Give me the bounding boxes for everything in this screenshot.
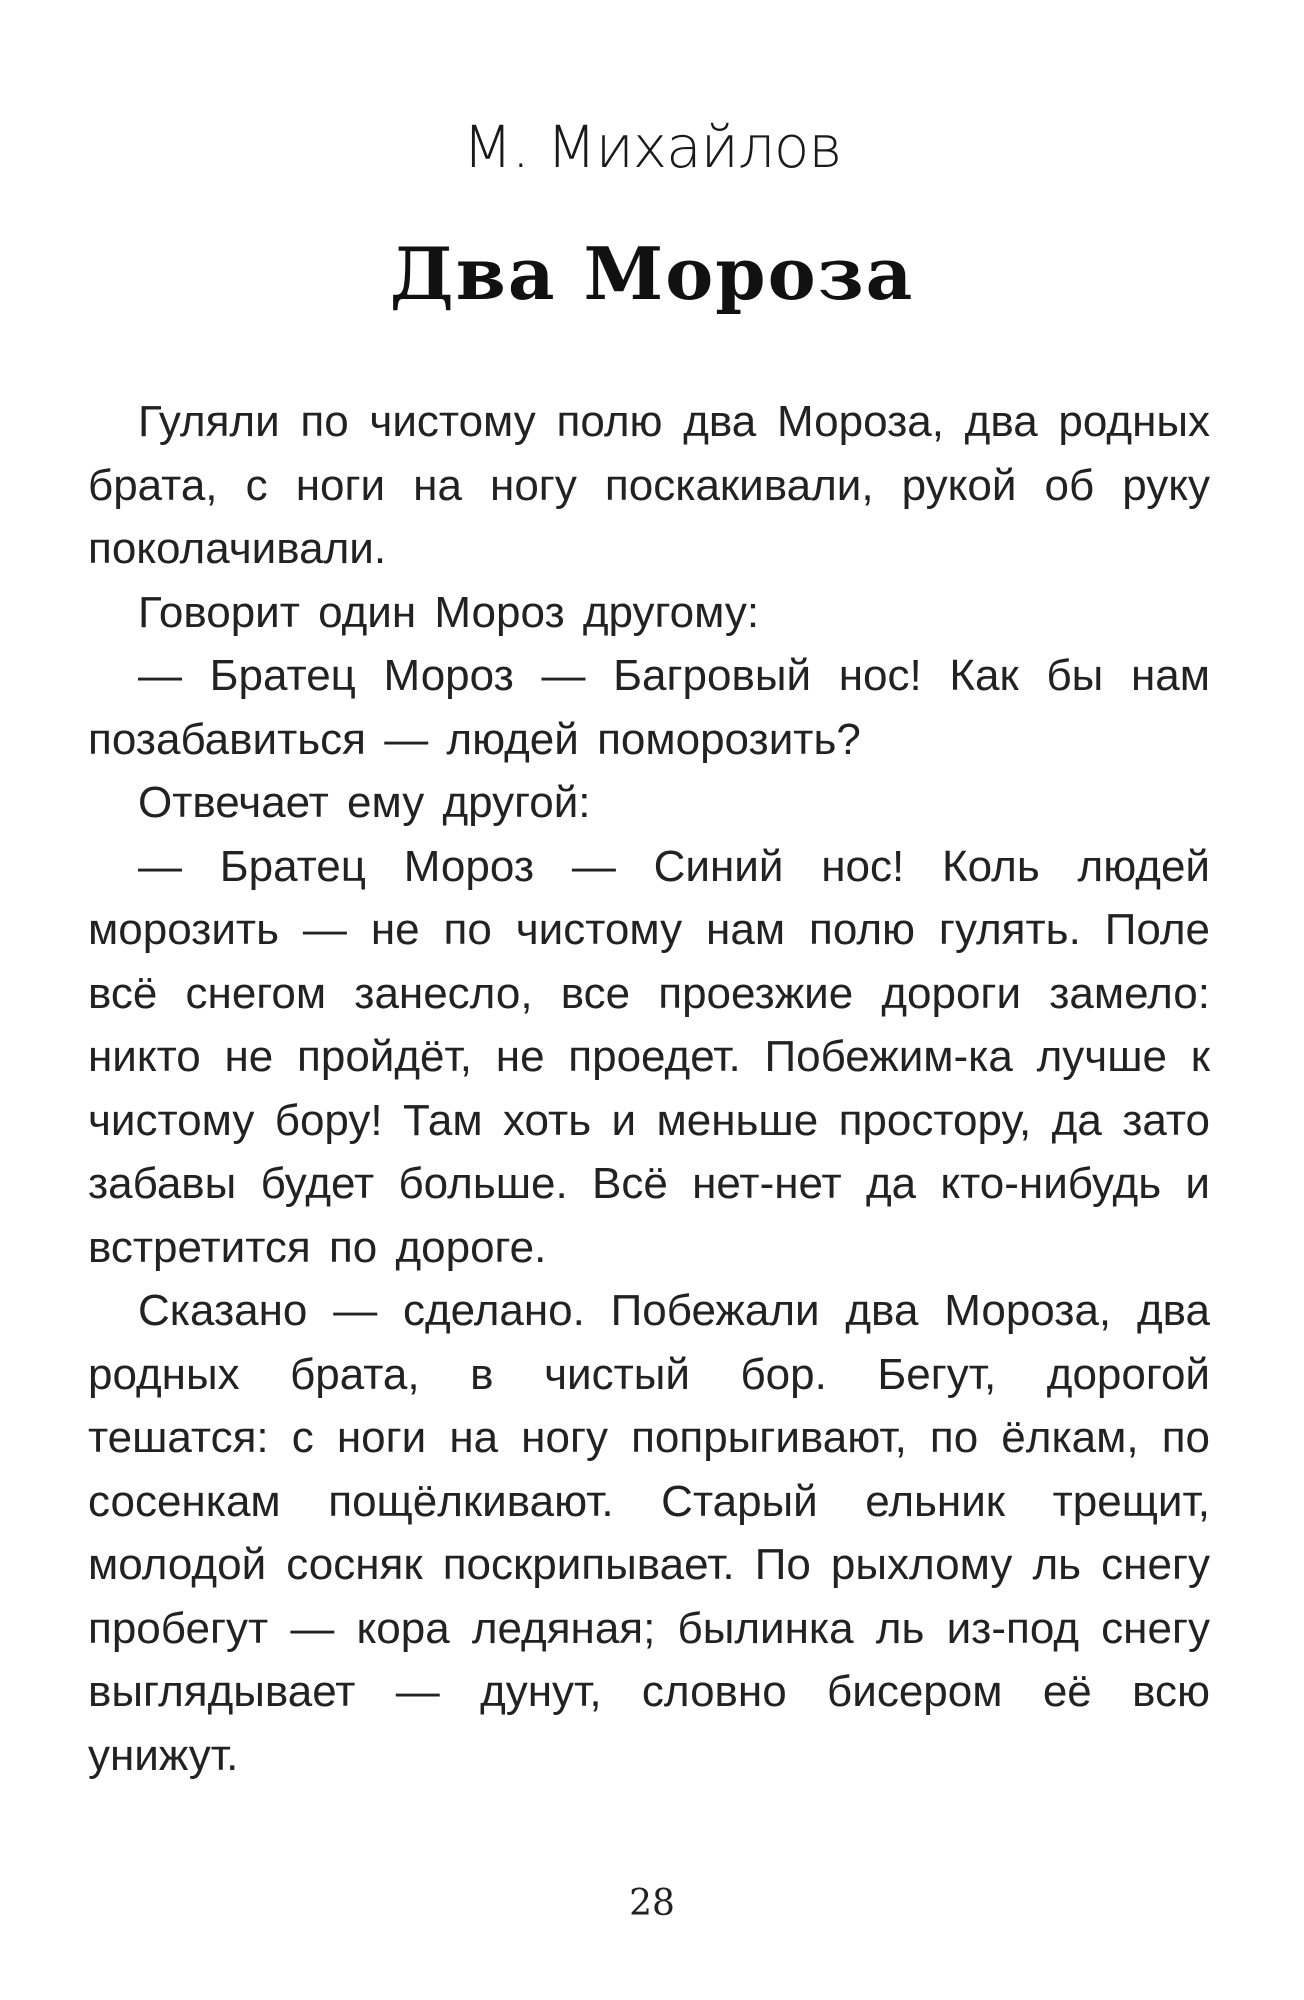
paragraph: Говорит один Мороз другому: [138, 587, 760, 637]
paragraph: Отвечает ему другой: [138, 778, 591, 827]
page-number: 28 [629, 1883, 675, 1924]
paragraph: — Братец Мороз — Багровый нос! Как бы нам позабавиться — людей поморозить? [88, 651, 1210, 764]
story-text [88, 390, 1210, 1787]
author-name: М. Михайлов [462, 113, 842, 181]
paragraph: Гуляли по чистому полю два Мороза, два родных брата, с ноги на ногу поскакивали, рукой об руку поколачивали. [88, 397, 1210, 573]
paragraph: Сказано — сделано. Побежали два Мороза, два родных брата, в чистый бор. Бегут, дорогой тешатся: с ноги на ногу попрыгивают, по ёлкам, по сосенкам пощёлкивают. Старый ельник трещит, молодой сосняк поскрипывает. По рыхлому ль снегу пробегут — кора ледяная; былинка ль из-под снегу выглядывает — дунут, словно бисером её всю унижут. [88, 1286, 1210, 1780]
story-title: Два Мороза [389, 231, 915, 316]
paragraph: — Братец Мороз — Синий нос! Коль людей морозить — не по чистому нам полю гулять. Поле всё снегом занесло, все проезжие дороги замело: никто не пройдёт, не проедет. Побежим-ка лучше к чистому бору! Там хоть и меньше простору, да зато забавы будет больше. Всё нет-нет да кто-нибудь и встретится по дороге. [88, 841, 1210, 1272]
